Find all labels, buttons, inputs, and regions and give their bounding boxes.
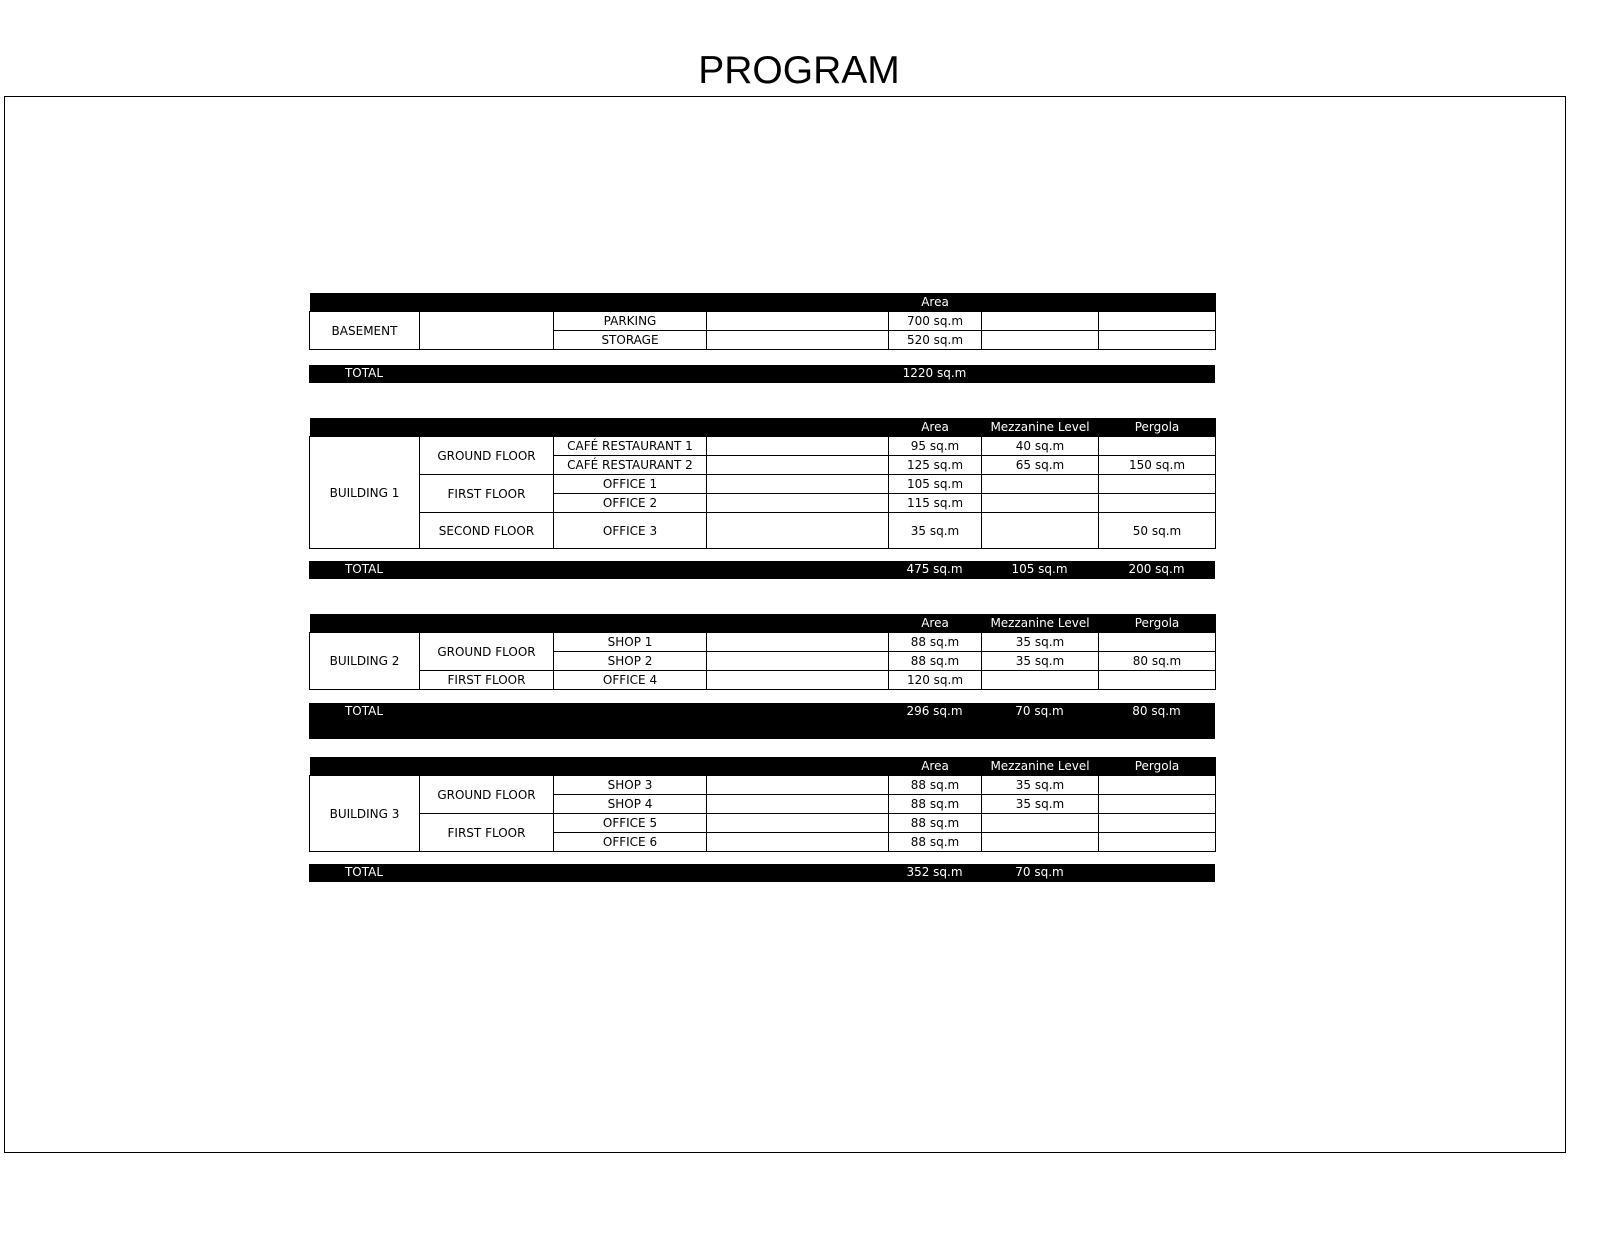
pergola-cell bbox=[1099, 814, 1216, 833]
pergola-cell bbox=[1099, 833, 1216, 852]
table-row bbox=[310, 633, 1216, 652]
mezzanine-cell: 40 sq.m bbox=[982, 437, 1099, 456]
pergola-column-header: Pergola bbox=[1099, 614, 1216, 633]
total-pergola bbox=[1098, 864, 1215, 882]
area-cell: 88 sq.m bbox=[889, 776, 982, 795]
table-row bbox=[310, 814, 1216, 833]
table-row bbox=[310, 475, 1216, 494]
space-name-cell: SHOP 4 bbox=[554, 795, 707, 814]
total-mezzanine: 70 sq.m bbox=[1015, 865, 1064, 879]
space-name-cell: SHOP 3 bbox=[554, 776, 707, 795]
total-area: 1220 sq.m bbox=[902, 366, 967, 380]
table-row bbox=[310, 437, 1216, 456]
floor-name-cell: GROUND FLOOR bbox=[420, 776, 554, 814]
area-cell: 95 sq.m bbox=[889, 437, 982, 456]
area-cell: 125 sq.m bbox=[889, 456, 982, 475]
mezzanine-cell: 35 sq.m bbox=[982, 795, 1099, 814]
section-name-cell: BUILDING 3 bbox=[310, 776, 420, 852]
table-row bbox=[310, 312, 1216, 331]
mezzanine-column-header: Mezzanine Level bbox=[982, 614, 1099, 633]
area-cell: 88 sq.m bbox=[889, 814, 982, 833]
area-cell: 88 sq.m bbox=[889, 633, 982, 652]
area-column-header: Area bbox=[889, 757, 982, 776]
floor-name-cell: GROUND FLOOR bbox=[420, 633, 554, 671]
space-name-cell: OFFICE 3 bbox=[554, 513, 707, 549]
mezzanine-cell bbox=[982, 671, 1099, 690]
table-row bbox=[310, 513, 1216, 549]
section-name-cell: BUILDING 1 bbox=[310, 437, 420, 549]
mezzanine-cell bbox=[982, 494, 1099, 513]
area-column-header: Area bbox=[889, 293, 982, 312]
building-2-header-row bbox=[310, 614, 1216, 633]
floor-name-cell: FIRST FLOOR bbox=[420, 814, 554, 852]
total-pergola: 80 sq.m bbox=[1132, 704, 1181, 718]
total-pergola: 200 sq.m bbox=[1128, 562, 1185, 576]
total-area: 352 sq.m bbox=[906, 865, 963, 879]
space-name-cell: CAFÉ RESTAURANT 1 bbox=[554, 437, 707, 456]
pergola-cell bbox=[1099, 633, 1216, 652]
area-cell: 700 sq.m bbox=[889, 312, 982, 331]
mezzanine-cell: 35 sq.m bbox=[982, 776, 1099, 795]
floor-name-cell: GROUND FLOOR bbox=[420, 437, 554, 475]
building-3-total-bar bbox=[309, 864, 1215, 882]
mezzanine-column-header: Mezzanine Level bbox=[982, 757, 1099, 776]
building-2-total-bar bbox=[309, 703, 1215, 739]
building-3-header-row bbox=[310, 757, 1216, 776]
building-2-table bbox=[309, 614, 1216, 690]
pergola-cell bbox=[1099, 437, 1216, 456]
pergola-column-header: Pergola bbox=[1099, 418, 1216, 437]
space-name-cell: CAFÉ RESTAURANT 2 bbox=[554, 456, 707, 475]
basement-total-bar bbox=[309, 365, 1215, 383]
space-name-cell: PARKING bbox=[554, 312, 707, 331]
space-name-cell: SHOP 2 bbox=[554, 652, 707, 671]
total-mezzanine: 105 sq.m bbox=[1011, 562, 1068, 576]
pergola-cell: 150 sq.m bbox=[1099, 456, 1216, 475]
floor-name-cell: FIRST FLOOR bbox=[420, 671, 554, 690]
mezzanine-cell: 65 sq.m bbox=[982, 456, 1099, 475]
building-3-table bbox=[309, 757, 1216, 852]
section-name-cell: BASEMENT bbox=[310, 312, 420, 350]
floor-name-cell: SECOND FLOOR bbox=[420, 513, 554, 549]
area-column-header: Area bbox=[889, 418, 982, 437]
total-label: TOTAL bbox=[344, 865, 384, 879]
pergola-cell bbox=[1099, 494, 1216, 513]
space-name-cell: OFFICE 2 bbox=[554, 494, 707, 513]
mezzanine-column-header: Mezzanine Level bbox=[982, 418, 1099, 437]
area-cell: 88 sq.m bbox=[889, 652, 982, 671]
area-cell: 120 sq.m bbox=[889, 671, 982, 690]
area-cell: 88 sq.m bbox=[889, 833, 982, 852]
pergola-column-header: Pergola bbox=[1099, 757, 1216, 776]
area-cell: 88 sq.m bbox=[889, 795, 982, 814]
space-name-cell: OFFICE 5 bbox=[554, 814, 707, 833]
page-title: PROGRAM bbox=[698, 49, 900, 92]
total-label: TOTAL bbox=[344, 366, 384, 380]
basement-table bbox=[309, 293, 1216, 350]
area-column-header: Area bbox=[889, 614, 982, 633]
area-cell: 105 sq.m bbox=[889, 475, 982, 494]
building-1-total-bar bbox=[309, 561, 1215, 579]
area-cell: 35 sq.m bbox=[889, 513, 982, 549]
space-name-cell: STORAGE bbox=[554, 331, 707, 350]
area-cell: 520 sq.m bbox=[889, 331, 982, 350]
mezzanine-cell bbox=[982, 513, 1099, 549]
pergola-cell: 80 sq.m bbox=[1099, 652, 1216, 671]
mezzanine-cell bbox=[982, 475, 1099, 494]
pergola-cell: 50 sq.m bbox=[1099, 513, 1216, 549]
mezzanine-cell bbox=[982, 833, 1099, 852]
pergola-cell bbox=[1099, 671, 1216, 690]
pergola-cell bbox=[1099, 475, 1216, 494]
space-name-cell: OFFICE 1 bbox=[554, 475, 707, 494]
space-name-cell: SHOP 1 bbox=[554, 633, 707, 652]
total-label: TOTAL bbox=[344, 562, 384, 576]
mezzanine-cell bbox=[982, 814, 1099, 833]
building-1-table bbox=[309, 418, 1216, 549]
table-row bbox=[310, 671, 1216, 690]
mezzanine-cell: 35 sq.m bbox=[982, 633, 1099, 652]
building-1-header-row bbox=[310, 418, 1216, 437]
total-mezzanine: 70 sq.m bbox=[1015, 704, 1064, 718]
basement-header-row bbox=[310, 293, 1216, 312]
table-row bbox=[310, 776, 1216, 795]
total-label: TOTAL bbox=[344, 704, 384, 718]
pergola-cell bbox=[1099, 776, 1216, 795]
total-area: 475 sq.m bbox=[906, 562, 963, 576]
pergola-cell bbox=[1099, 795, 1216, 814]
section-name-cell: BUILDING 2 bbox=[310, 633, 420, 690]
space-name-cell: OFFICE 4 bbox=[554, 671, 707, 690]
floor-name-cell: FIRST FLOOR bbox=[420, 475, 554, 513]
area-cell: 115 sq.m bbox=[889, 494, 982, 513]
total-area: 296 sq.m bbox=[906, 704, 963, 718]
space-name-cell: OFFICE 6 bbox=[554, 833, 707, 852]
mezzanine-cell: 35 sq.m bbox=[982, 652, 1099, 671]
